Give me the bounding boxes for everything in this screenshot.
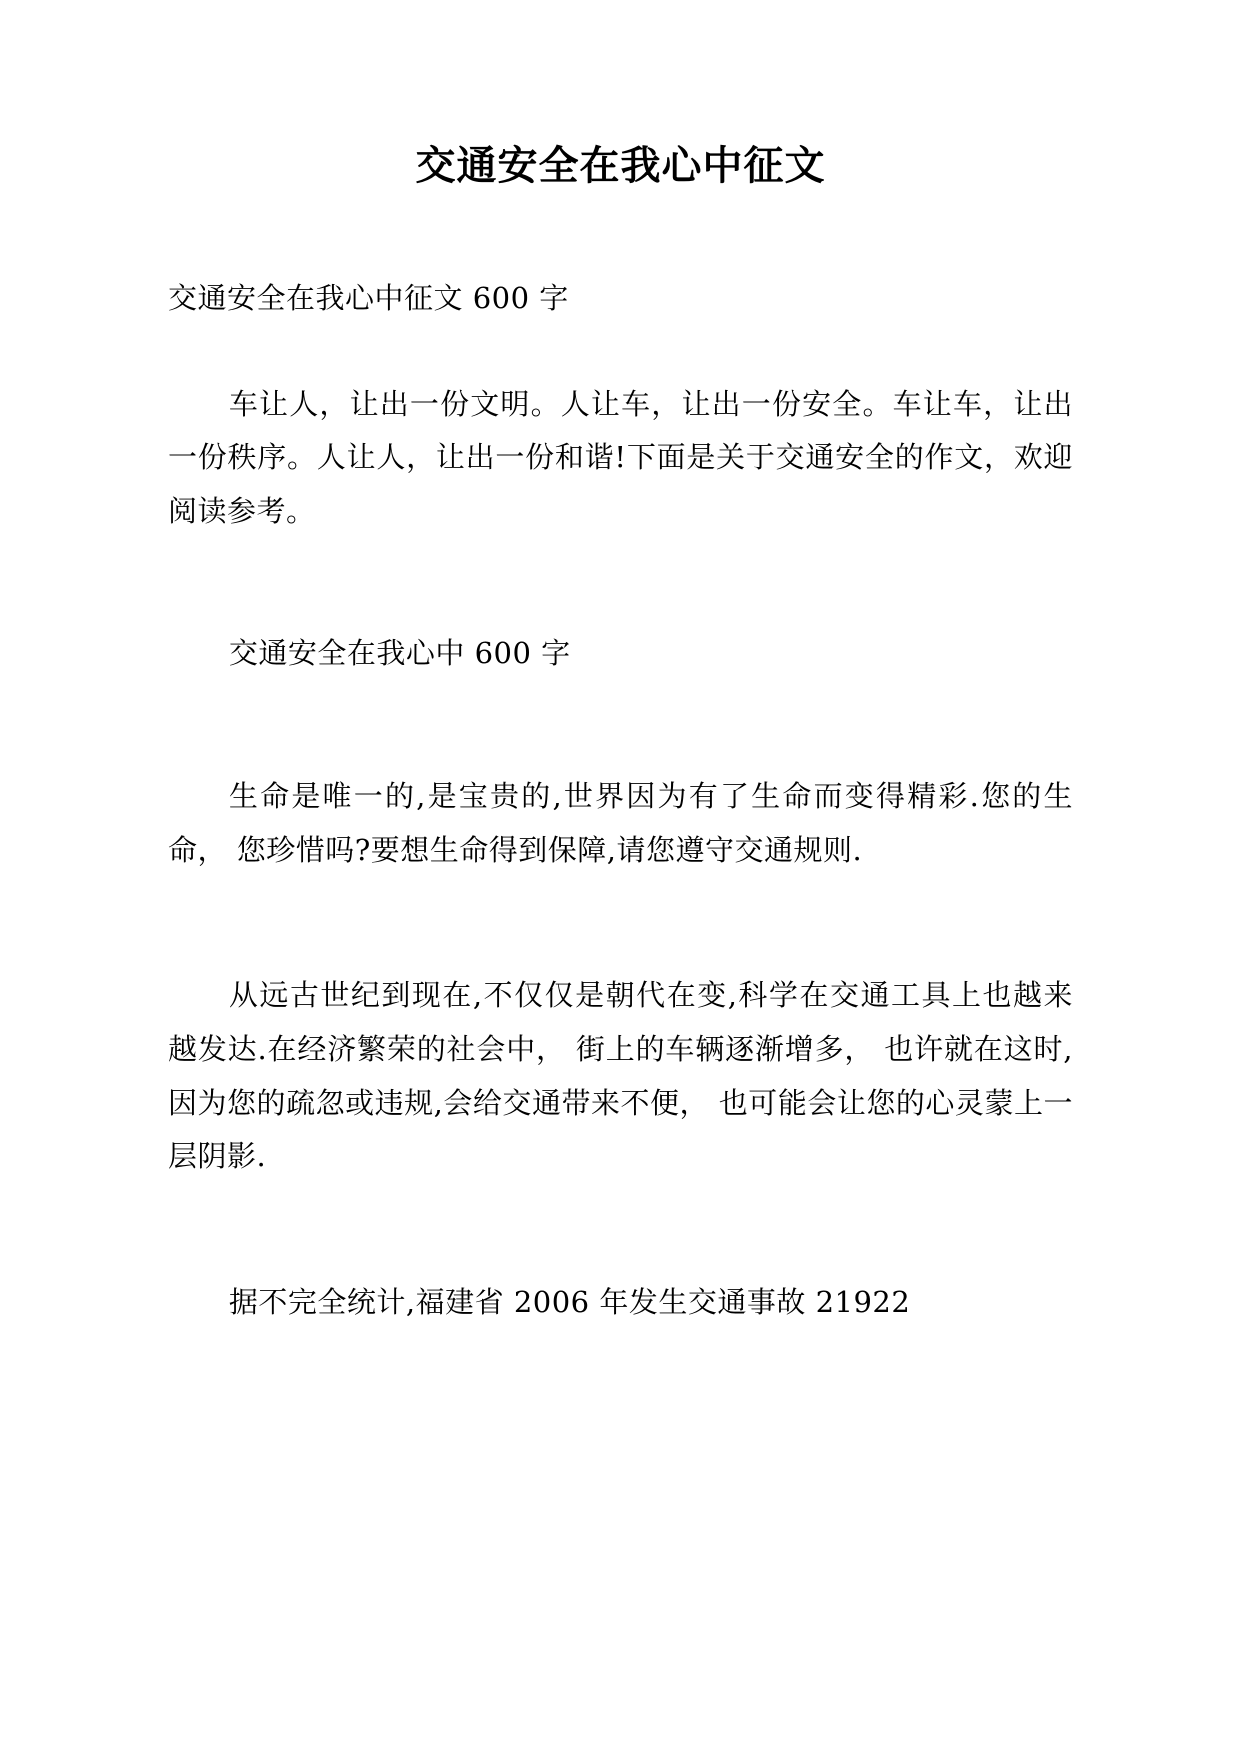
subtitle-line: 交通安全在我心中征文 600 字 — [168, 281, 569, 315]
section-heading: 交通安全在我心中 600 字 — [228, 635, 571, 670]
paragraph-life: 生命是唯一的,是宝贵的,世界因为有了生命而变得精彩.您的生命， 您珍惜吗?要想生命得到保障,请您遵守交通规则. — [168, 779, 1073, 867]
paragraph-statistics: 据不完全统计,福建省 2006 年发生交通事故 21922 — [228, 1285, 911, 1320]
paragraph-history: 从远古世纪到现在,不仅仅是朝代在变,科学在交通工具上也越来越发达.在经济繁荣的社会中， 街上的车辆逐渐增多， 也许就在这时,因为您的疏忽或违规,会给交通带来不便， 也可能会让您的心灵蒙上一层阴影. — [168, 978, 1073, 1174]
page-title: 交通安全在我心中征文 — [415, 143, 826, 189]
intro-paragraph: 车让人，让出一份文明。人让车，让出一份安全。车让车，让出一份秩序。人让人，让出一份和谐!下面是关于交通安全的作文，欢迎阅读参考。 — [168, 386, 1073, 528]
